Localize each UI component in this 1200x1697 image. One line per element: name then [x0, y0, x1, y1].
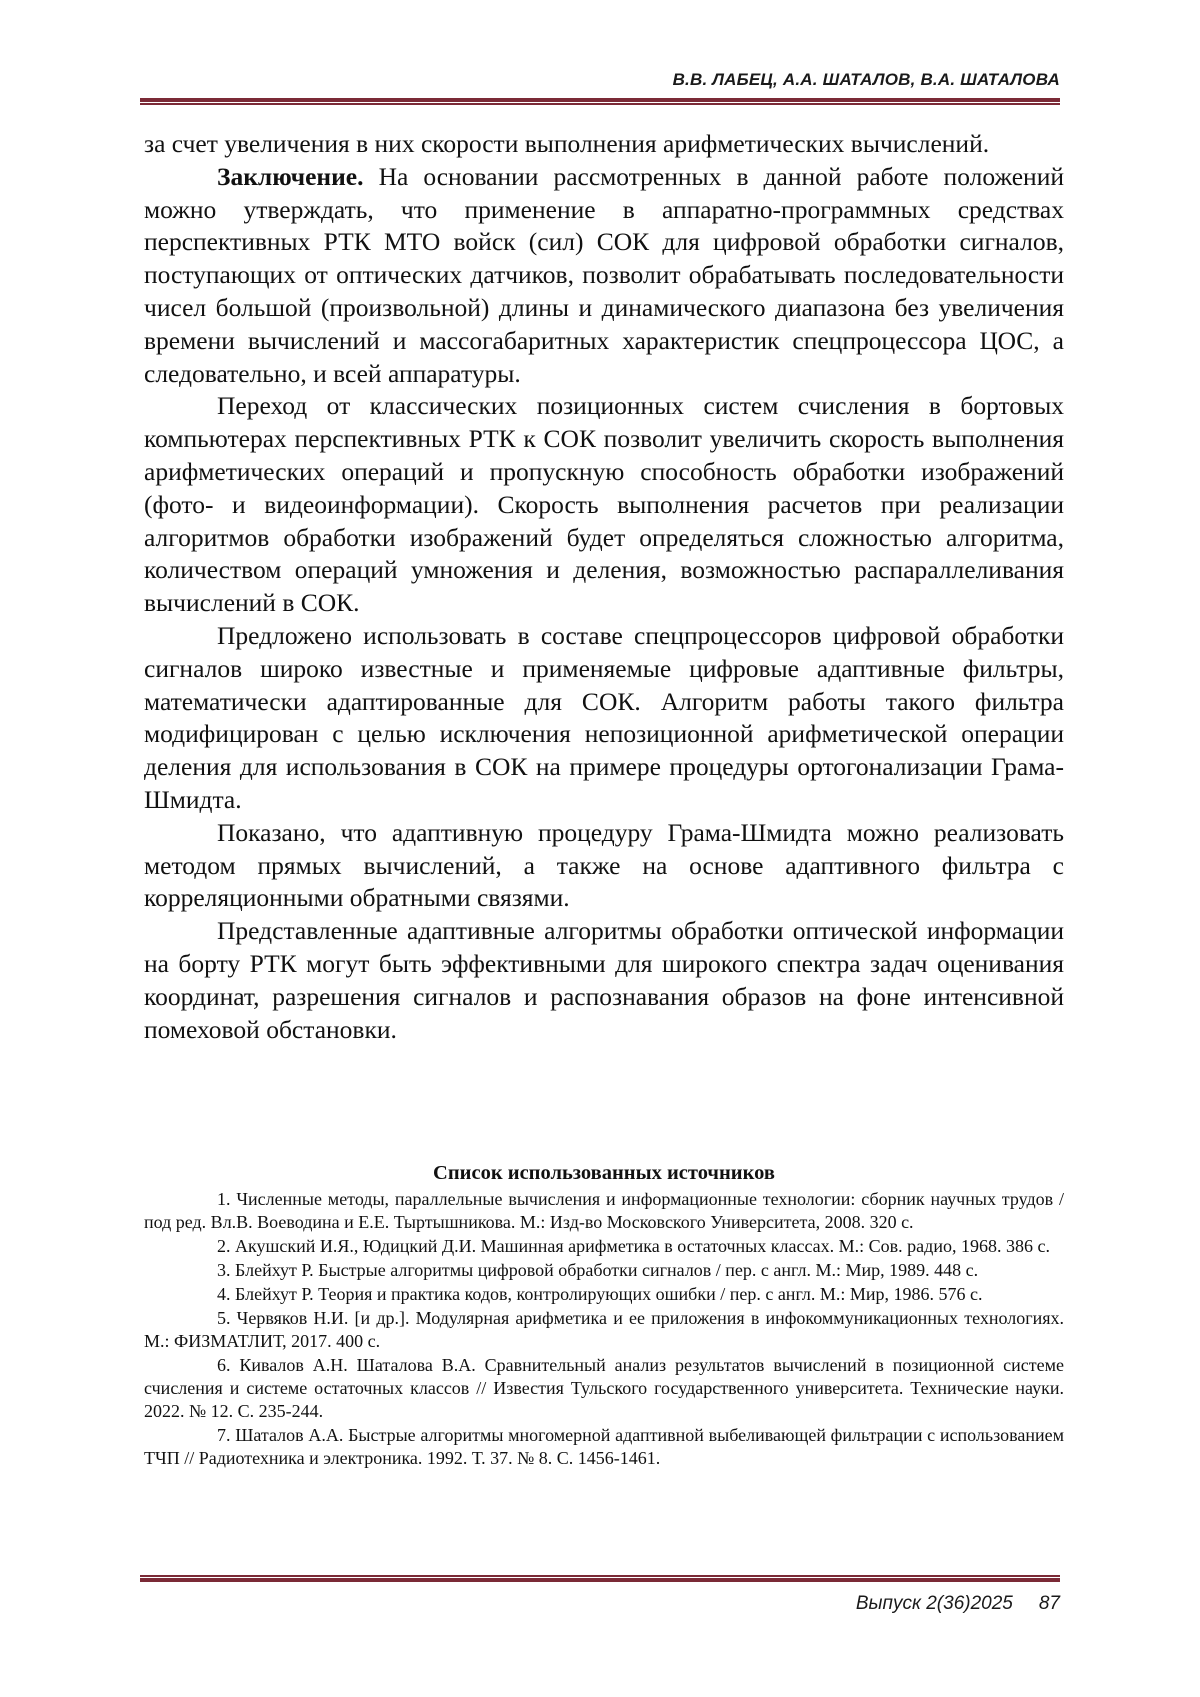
body-paragraph-5: Показано, что адаптивную процедуру Грама-Шмидта можно реализовать методом прямых вычислений, а также на основе адаптивного фильтра с корреляционными обратными связями. — [144, 817, 1064, 913]
footer-rule — [140, 1575, 1060, 1582]
reference-item: 2. Акушский И.Я., Юдицкий Д.И. Машинная арифметика в остаточных классах. М.: Сов. радио, 1968. 386 с. — [217, 1236, 1050, 1256]
issue-label: Выпуск 2(36)2025 — [855, 1593, 1013, 1614]
body-paragraph-1: за счет увеличения в них скорости выполнения арифметических вычислений. — [144, 129, 990, 158]
page-number: 87 — [1038, 1593, 1060, 1614]
article-body — [144, 128, 1064, 1046]
running-header-authors: В.В. ЛАБЕЦ, А.А. ШАТАЛОВ, В.А. ШАТАЛОВА — [672, 70, 1060, 89]
body-paragraph-4: Предложено использовать в составе спецпроцессоров цифровой обработки сигналов широко известные и применяемые цифровые адаптивные фильтры, математически адаптированные для СОК. Алгоритм работы такого фильтра модифицирован с целью исключения непозиционной арифметической операции деления для использования в СОК на примере процедуры ортогонализации Грама-Шмидта. — [144, 620, 1064, 814]
conclusion-text: На основании рассмотренных в данной работе положений можно утверждать, что применение в аппаратно-программных средствах перспективных РТК МТО войск (сил) СОК для цифровой обработки сигналов, поступающих от оптических датчиков, позволит обрабатывать последовательности чисел большой (произвольной) длины и динамического диапазона без увеличения времени вычислений и массогабаритных характеристик спецпроцессора ЦОС, а следовательно, и всей аппаратуры. — [144, 161, 1064, 388]
page-footer — [856, 1593, 1060, 1615]
reference-item: 1. Численные методы, параллельные вычисления и информационные технологии: сборник научных трудов / под ред. Вл.В. Воеводина и Е.Е. Тыртышникова. М.: Изд-во Московского Университета, 2008. 320 с. — [144, 1189, 1064, 1232]
reference-item: 4. Блейхут Р. Теория и практика кодов, контролирующих ошибки / пер. с англ. М.: Мир, 1986. 576 с. — [217, 1284, 983, 1304]
body-paragraph-conclusion — [144, 161, 1064, 391]
reference-item: 6. Кивалов А.Н. Шаталова В.А. Сравнительный анализ результатов вычислений в позиционной системе счисления и системе остаточных классов // Известия Тульского государственного университета. Технические науки. 2022. № 12. С. 235-244. — [144, 1355, 1064, 1421]
body-paragraph-3: Переход от классических позиционных систем счисления в бортовых компьютерах перспективных РТК к СОК позволит увеличить скорость выполнения арифметических операций и пропускную способность обработки изображений (фото- и видеоинформации). Скорость выполнения расчетов при реализации алгоритмов обработки изображений будет определяться сложностью алгоритма, количеством операций умножения и деления, возможностью распараллеливания вычислений в СОК. — [144, 391, 1064, 618]
reference-item: 3. Блейхут Р. Быстрые алгоритмы цифровой обработки сигналов / пер. с англ. М.: Мир, 1989. 448 с. — [217, 1260, 979, 1280]
references-title: Список использованных источников — [433, 1162, 775, 1184]
references-section — [144, 1160, 1064, 1471]
header-rule — [140, 98, 1060, 105]
body-paragraph-6: Представленные адаптивные алгоритмы обработки оптической информации на борту РТК могут быть эффективными для широкого спектра задач оценивания координат, разрешения сигналов и распознавания образов на фоне интенсивной помеховой обстановки. — [144, 916, 1064, 1044]
conclusion-heading: Заключение. — [217, 161, 364, 191]
reference-item: 7. Шаталов А.А. Быстрые алгоритмы многомерной адаптивной выбеливающей фильтрации с использованием ТЧП // Радиотехника и электроника. 1992. Т. 37. № 8. С. 1456-1461. — [144, 1425, 1064, 1468]
reference-item: 5. Червяков Н.И. [и др.]. Модулярная арифметика и ее приложения в инфокоммуникационных технологиях. М.: ФИЗМАТЛИТ, 2017. 400 с. — [144, 1308, 1064, 1351]
